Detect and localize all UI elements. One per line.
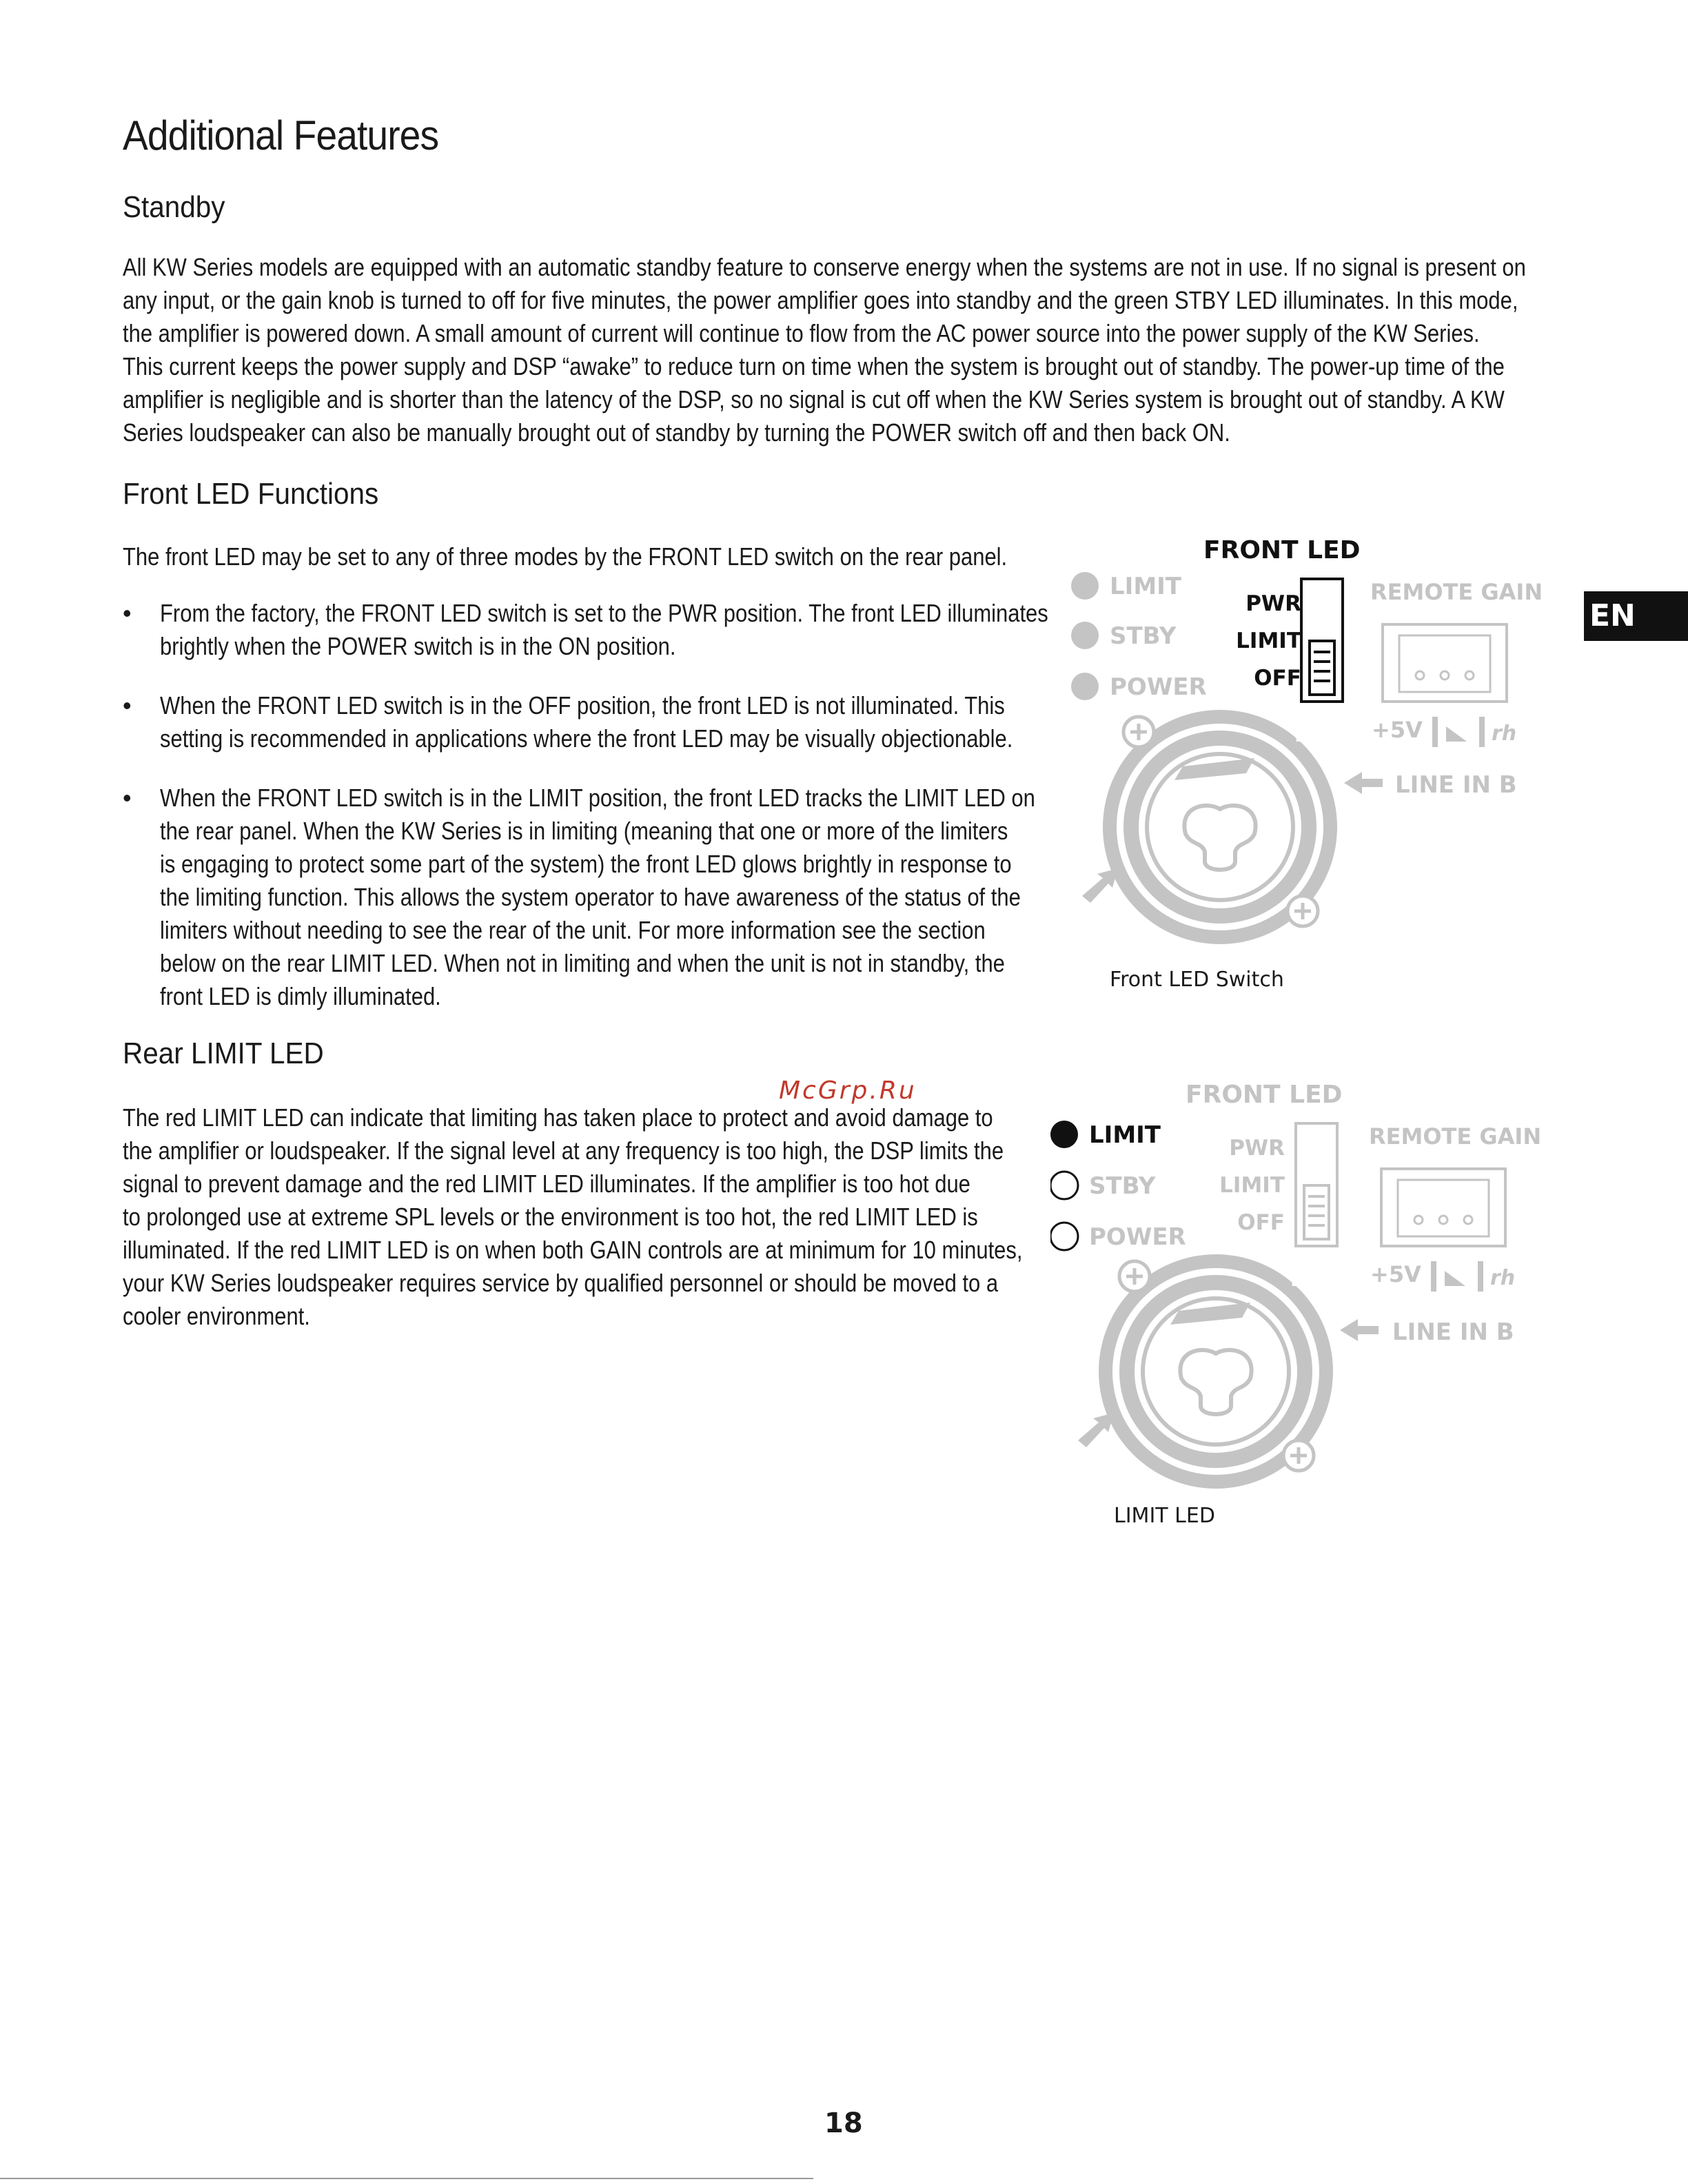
limit-led-icon [1071,572,1099,600]
text-line: to prolonged use at extreme SPL levels or the environment is too hot, the red LIMIT LED is [123,1203,978,1231]
text-line: This current keeps the power supply and DSP “awake” to reduce turn on time when the system is brought out of standby. The power-up time of the [123,352,1505,380]
page-title: Additional Features [123,112,439,159]
text-line: brightly when the POWER switch is in the ON position. [160,632,676,660]
switch-pos-off: OFF [1254,666,1301,691]
switch-pos-limit: LIMIT [1219,1173,1285,1198]
led-label-power: POWER [1110,673,1207,701]
text-line: the rear panel. When the KW Series is in limiting (meaning that one or more of the limiters [160,817,1008,845]
switch-pos-pwr: PWR [1229,1136,1285,1161]
remote-gain-label: REMOTE GAIN [1369,1123,1542,1150]
standby-heading: Standby [123,190,225,224]
text-line: illuminated. If the red LIMIT LED is on when both GAIN controls are at minimum for 10 minutes, [123,1236,1023,1264]
text-line: limiters without needing to see the rear of the unit. For more information see the section [160,916,986,944]
text-line: Series loudspeaker can also be manually brought out of standby by turning the POWER switch off and then back ON. [123,418,1230,447]
watermark: McGrp.Ru [779,1076,917,1105]
line-in-b-label: LINE IN B [1395,771,1517,799]
bullet-marker: • [123,599,132,627]
bullet-marker: • [123,784,132,812]
plus-5v-label: +5V [1370,1261,1421,1287]
remote-gain-connector-icon [1381,1169,1505,1246]
front-led-label: FRONT LED [1203,536,1361,564]
bullet-marker: • [123,691,132,720]
b-label: B [1294,723,1310,747]
text-line: When the FRONT LED switch is in the LIMIT position, the front LED tracks the LIMIT LED on [160,784,1035,812]
switch-slider-icon [1304,1185,1329,1239]
svg-text:rh: rh [1490,1266,1516,1290]
rotate-arrow-icon [1082,868,1118,903]
text-line: front LED is dimly illuminated. [160,982,441,1010]
limit-led-diagram [1050,1075,1574,1516]
line-in-arrow-icon [1340,1319,1379,1341]
text-line: the amplifier or loudspeaker. If the signal level at any frequency is too high, the DSP limits the [123,1136,1004,1165]
rotate-arrow-icon [1078,1413,1114,1447]
switch-pos-pwr: PWR [1245,591,1301,616]
rear-limit-paragraph [123,1101,1166,1333]
text-line: cooler environment. [123,1302,310,1330]
svg-text:rh: rh [1492,722,1517,746]
text-line: the limiting function. This allows the system operator to have awareness of the status of the [160,883,1021,911]
front-led-label: FRONT LED [1186,1081,1343,1109]
front-led-heading: Front LED Functions [123,477,379,511]
limit-led-icon [1050,1121,1078,1148]
text-line: The red LIMIT LED can indicate that limiting has taken place to protect and avoid damage to [123,1103,993,1132]
bullet-limit-setting [160,782,1203,1013]
diagram2-caption: LIMIT LED [1114,1504,1215,1528]
text-line: signal to prevent damage and the red LIMIT LED illuminates. If the amplifier is too hot due [123,1170,970,1198]
pin-symbols-icon [1431,1261,1515,1292]
plus-5v-label: +5V [1372,717,1423,743]
language-tab: EN [1584,591,1688,641]
switch-pos-off: OFF [1237,1210,1285,1235]
power-led-icon [1050,1223,1078,1250]
text-line: below on the rear LIMIT LED. When not in limiting and when the unit is not in standby, the [160,949,1005,977]
text-line: When the FRONT LED switch is in the OFF position, the front LED is not illuminated. This [160,691,1005,720]
power-led-icon [1071,673,1099,700]
text-line: From the factory, the FRONT LED switch is set to the PWR position. The front LED illuminates [160,599,1048,627]
switch-pos-limit: LIMIT [1236,629,1301,653]
line-in-arrow-icon [1344,772,1383,794]
remote-gain-label: REMOTE GAIN [1370,579,1543,605]
text-line: your KW Series loudspeaker requires service by qualified personnel or should be moved to a [123,1269,999,1297]
line-in-b-label: LINE IN B [1392,1318,1514,1346]
led-label-power: POWER [1089,1223,1186,1251]
text-line: amplifier is negligible and is shorter than the latency of the DSP, so no signal is cut off when the KW Series system is brought out of standby. A KW [123,385,1505,414]
front-led-switch-diagram [1055,531,1578,972]
bullet-off-setting [160,689,1203,755]
page-number: 18 [824,2108,863,2139]
standby-paragraph [123,251,1664,449]
led-label-limit: LIMIT [1089,1121,1161,1149]
front-led-intro: The front LED may be set to any of three modes by the FRONT LED switch on the rear panel. [123,542,1008,571]
diagram1-caption: Front LED Switch [1110,968,1284,992]
text-line: the amplifier is powered down. A small amount of current will continue to flow from the AC power source into the power supply of the KW Series. [123,319,1480,347]
stby-led-icon [1071,622,1099,649]
remote-gain-connector-icon [1383,624,1507,702]
rear-limit-heading: Rear LIMIT LED [123,1037,324,1070]
led-label-stby: STBY [1110,622,1177,650]
switch-slider-icon [1310,641,1334,695]
bullet-factory-setting [160,597,1203,663]
text-line: any input, or the gain knob is turned to off for five minutes, the power amplifier goes into standby and the green STBY LED illuminates. In this mode, [123,286,1518,314]
text-line: is engaging to protect some part of the system) the front LED glows brightly in response to [160,850,1012,878]
pin-symbols-icon [1432,717,1516,747]
led-label-stby: STBY [1089,1172,1156,1200]
stby-led-icon [1050,1172,1078,1199]
text-line: setting is recommended in applications where the front LED may be visually objectionable. [160,724,1013,753]
text-line: All KW Series models are equipped with an automatic standby feature to conserve energy when the systems are not in use. If no signal is present on [123,253,1526,281]
led-label-limit: LIMIT [1110,573,1181,600]
b-label: B [1290,1267,1306,1292]
bottom-rule [0,2178,813,2179]
